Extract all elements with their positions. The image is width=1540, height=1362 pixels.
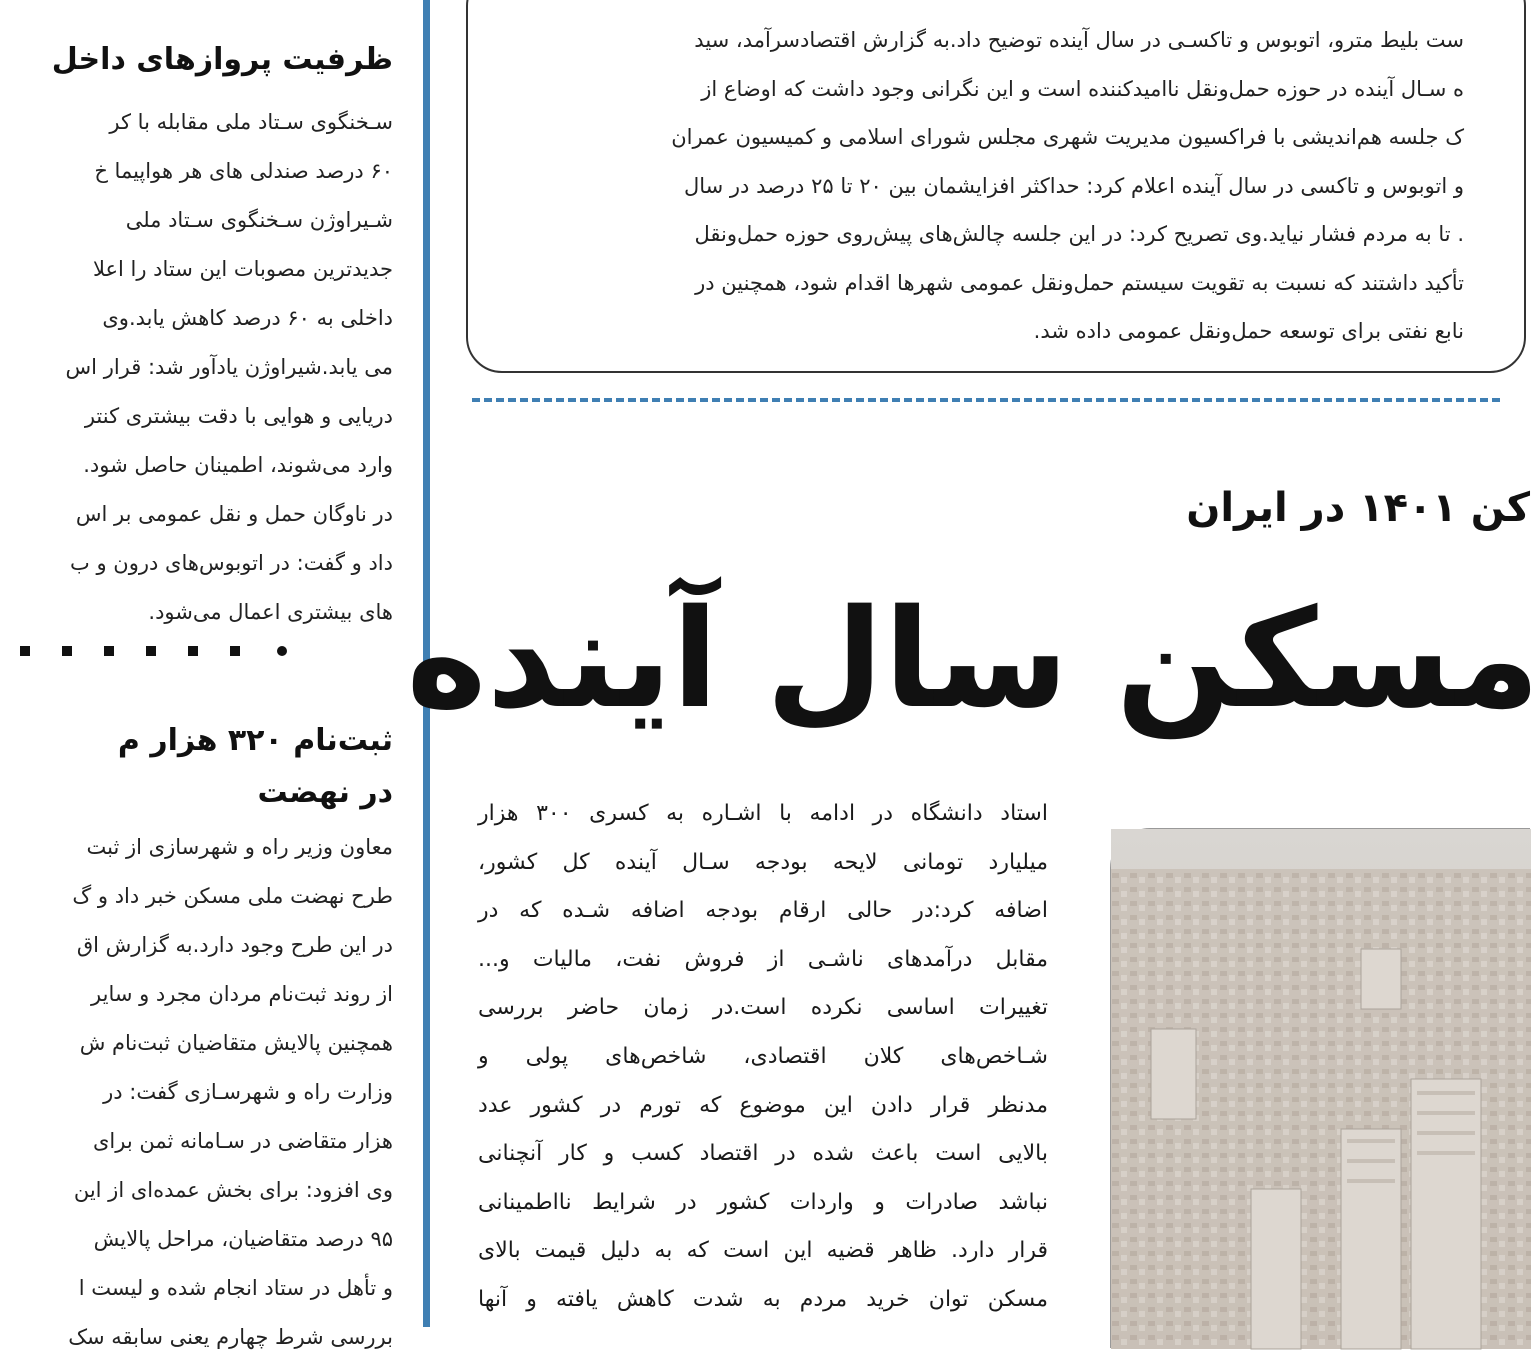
city-photo <box>1110 828 1530 1348</box>
text-line: و تأهل در ستاد انجام شده و لیست ا <box>78 1276 393 1300</box>
text-line: شـاخص‌های کلان اقتصادی، شاخص‌های پولی و <box>478 1043 1048 1069</box>
text-line: نابع نفتی برای توسعه حمل‌ونقل عمومی داده شد. <box>1033 319 1464 343</box>
text-line: سـخنگوی سـتاد ملی مقابله با کر <box>109 110 393 134</box>
dashed-divider <box>472 398 1500 402</box>
text-line: قرار دارد. ظاهر قضیه این است که به دلیل قیمت بالای <box>478 1238 1048 1264</box>
left-column-text <box>0 98 393 637</box>
text-line: وارد می‌شوند، اطمینان حاصل شود. <box>83 453 393 477</box>
text-line: شـیراوژن سـخنگوی سـتاد ملی <box>125 208 393 232</box>
text-line: داد و گفت: در اتوبوس‌های درون و ب <box>70 551 393 575</box>
text-line: مدنظر قرار دادن این موضوع که تورم در کشور عدد <box>478 1092 1048 1118</box>
text-line: نباشد صادرات و واردات کشور در شرایط نااطمینانی <box>478 1189 1048 1215</box>
text-line: وزارت راه و شهرسـازی گفت: در <box>103 1080 393 1104</box>
text-line: میلیارد تومانی لایحه بودجه سـال آینده کل کشور، <box>478 849 1048 875</box>
text-line: می یابد.شیراوژن یادآور شد: قرار اس <box>65 355 393 379</box>
second-heading-line2: در نهضت <box>257 775 393 810</box>
left-column-content <box>0 0 393 1362</box>
text-line: اضافه کرد:در حالی ارقام بودجه اضافه شـده که در <box>478 898 1048 924</box>
text-line: در این طرح وجود دارد.به گزارش اق <box>76 933 393 957</box>
top-news-box <box>466 0 1526 373</box>
text-line: از روند ثبت‌نام مردان مجرد و سایر <box>91 982 393 1006</box>
text-line: مقابل درآمدهای ناشـی از فروش نفت، مالیات و... <box>478 946 1048 972</box>
city-skyline-image <box>1111 829 1531 1349</box>
text-line: بالایی است باعث شده در اقتصاد کسب و کار آنچنانی <box>478 1141 1048 1167</box>
text-line: ک جلسه هم‌اندیشی با فراکسیون مدیریت شهری مجلس شورای اسلامی و کمیسیون عمران <box>671 125 1464 149</box>
left-column-heading: ظرفیت پروازهای داخل <box>51 42 393 77</box>
text-line: و اتوبوس و تاکسی در سال آینده اعلام کرد: حداکثر افزایشمان بین ۲۰ تا ۲۵ درصد در سال <box>683 173 1464 198</box>
text-line: ۹۵ درصد متقاضیان، مراحل پالایش <box>93 1227 393 1251</box>
text-line: معاون وزیر راه و شهرسازی از ثبت <box>86 835 393 859</box>
dotted-separator <box>20 640 290 660</box>
text-line: در ناوگان حمل و نقل عمومی بر اس <box>75 502 393 526</box>
text-line: ه سـال آینده در حوزه حمل‌ونقل ناامیدکننده است و این نگرانی وجود داشت که اوضاع از <box>701 76 1464 101</box>
second-heading-line1: ثبت‌نام ۳۲۰ هزار م <box>117 723 393 758</box>
headline-text: مسکن سال آینده <box>406 581 1540 739</box>
text-line: تأکید داشتند که نسبت به تقویت سیستم حمل‌ونقل عمومی شهرها اقدام شود، همچنین در <box>695 270 1464 295</box>
text-line: تغییرات اساسی نکرده است.در زمان حاضر بررسی <box>478 995 1048 1021</box>
second-article-text <box>0 823 393 1362</box>
article-body <box>478 790 1048 1325</box>
text-line: طرح نهضت ملی مسکن خبر داد و گ <box>72 884 393 908</box>
text-line: ۶۰ درصد صندلی های هر هواپیما خ <box>94 159 393 183</box>
text-line: همچنین پالایش متقاضیان ثبت‌نام ش <box>79 1031 393 1055</box>
top-box-text <box>464 16 1464 356</box>
text-line: مسکن توان خرید مردم به شدت کاهش یافته و آنها <box>478 1286 1048 1312</box>
text-line: های بیشتری اعمال می‌شود. <box>148 600 393 624</box>
text-line: دریایی و هوایی با دقت بیشتری کنتر <box>84 404 393 428</box>
text-line: جدیدترین مصوبات این ستاد را اعلا <box>92 257 393 281</box>
text-line: ست بلیط مترو، اتوبوس و تاکسـی در سال آینده توضیح داد.به گزارش اقتصادسرآمد، سید <box>694 28 1464 52</box>
kicker <box>900 468 1530 548</box>
text-line: وی افزود: برای بخش عمده‌ای از این <box>73 1178 393 1202</box>
kicker-text: کن ۱۴۰۱ در ایران <box>1186 485 1530 531</box>
text-line: داخلی به ۶۰ درصد کاهش یابد.وی <box>102 306 393 330</box>
headline <box>406 560 1540 760</box>
text-line: . تا به مردم فشار نیاید.وی تصریح کرد: در این جلسه چالش‌های پیش‌روی حوزه حمل‌ونقل <box>694 222 1464 246</box>
text-line: هزار متقاضی در سـامانه ثمن برای <box>92 1129 393 1153</box>
left-news-column <box>0 0 430 1349</box>
text-line: استاد دانشگاه در ادامه با اشـاره به کسری ۳۰۰ هزار <box>478 801 1048 826</box>
text-line: بررسی شرط چهارم یعنی سابقه سک <box>68 1325 393 1349</box>
